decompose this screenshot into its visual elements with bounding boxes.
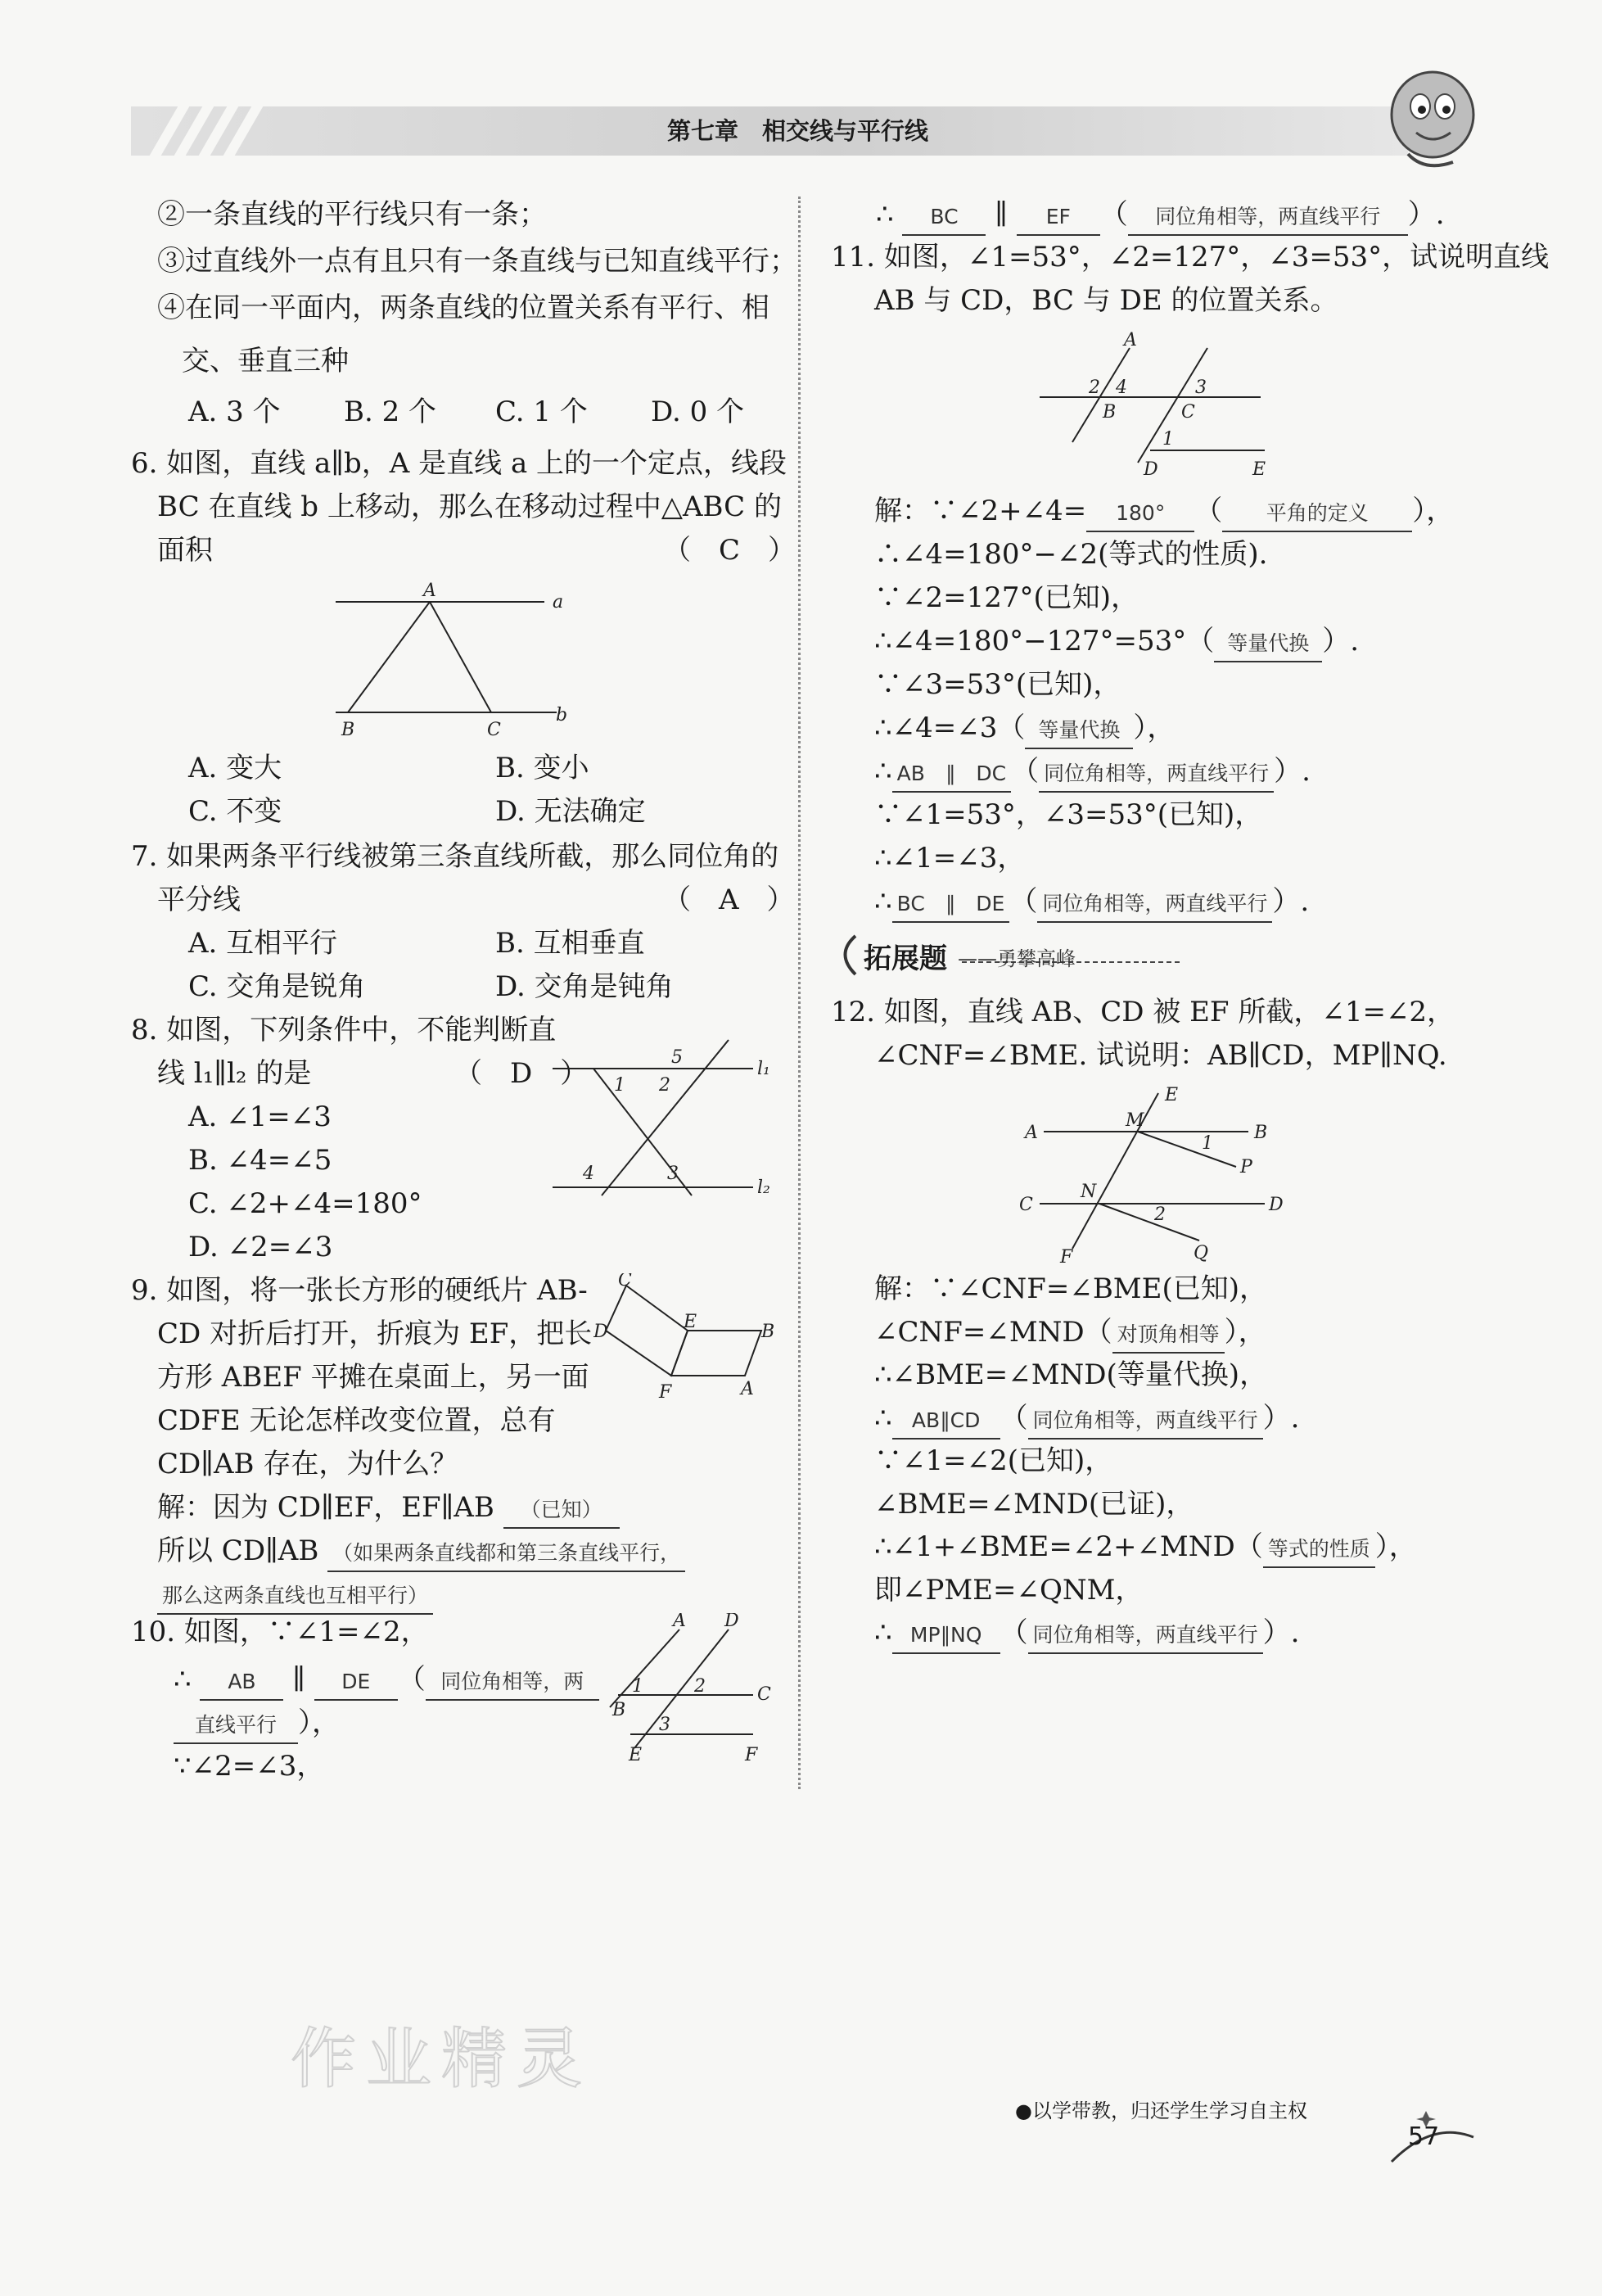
fig-label: b — [556, 705, 568, 725]
q10-line-4: ∵∠2=∠3， — [174, 1750, 325, 1783]
answer-blank: AB∥CD — [892, 1403, 1000, 1440]
q6-figure — [323, 573, 593, 745]
answer-blank: BC ∥ DE — [892, 887, 1010, 923]
sol12-line — [874, 1569, 1143, 1611]
fig-label: D — [1269, 1195, 1284, 1215]
q6-line-2: BC 在直线 b 上移动，那么在移动过程中△ABC 的 — [157, 490, 782, 523]
fig-label: 2 — [659, 1075, 670, 1096]
fig-label: C — [1181, 402, 1195, 423]
q12-figure — [1015, 1081, 1293, 1265]
fig-label: B — [341, 720, 355, 740]
fig-label: C — [487, 720, 501, 740]
fig-label: B — [1103, 402, 1117, 423]
chapter-title: 第七章 相交线与平行线 — [667, 117, 929, 145]
answer-blank: 同位角相等，两直线平行 — [1028, 1618, 1263, 1654]
sol12-line — [874, 1483, 1194, 1525]
solution-text: ∴∠4=180°−∠2(等式的性质). — [874, 538, 1268, 571]
answer-blank: MP∥NQ — [892, 1618, 1000, 1654]
q10-line-1: 10. 如图，∵∠1=∠2， — [131, 1616, 429, 1648]
extension-title: 拓展题 — [864, 942, 947, 975]
q7-line-2: 平分线 — [157, 884, 241, 916]
solution-text: ）， — [1224, 1315, 1266, 1349]
solution-text: ）. — [1322, 625, 1360, 658]
q8-option-a: A. ∠1=∠3 — [188, 1101, 332, 1133]
fig-label: N — [1081, 1182, 1097, 1202]
fig-label: E — [684, 1312, 697, 1332]
solution-text: ∴∠BME=∠MND(等量代换)， — [874, 1358, 1268, 1391]
fig-label: 1 — [1202, 1133, 1213, 1154]
q6-option-c: C. 不变 — [188, 795, 282, 828]
fig-label: C — [1019, 1195, 1033, 1215]
q6-answer: （ C ） — [663, 534, 796, 567]
solution-text: ∴∠4=180°−127°=53°（ — [874, 625, 1215, 658]
q9-fill-reason-2a: （如果两条直线都和第三条直线平行， — [327, 1536, 685, 1572]
solution-text: （ — [1000, 1401, 1028, 1435]
q9-line-1: 9. 如图，将一张长方形的硬纸片 AB- — [131, 1274, 588, 1307]
extension-subtitle: ——勇攀高峰 — [958, 947, 1076, 970]
solution-text: ）. — [1274, 755, 1311, 788]
q9-solution-2: 所以 CD∥AB （如果两条直线都和第三条直线平行， — [157, 1530, 685, 1572]
mascot-icon — [1375, 57, 1482, 180]
q5-option-c: C. 1 个 — [495, 395, 588, 428]
q5-item-4-cont: 交、垂直三种 — [182, 345, 349, 377]
r1-fill-1: BC — [902, 200, 986, 236]
r1-fill-3: 同位角相等，两直线平行 — [1128, 200, 1408, 236]
fig-label: 5 — [671, 1047, 683, 1068]
q7-option-b: B. 互相垂直 — [495, 927, 645, 960]
solution-text: ）， — [1374, 1530, 1417, 1563]
solution-text: ）. — [1272, 885, 1310, 918]
fig-label: B — [1254, 1123, 1268, 1143]
q7-option-c: C. 交角是锐角 — [188, 970, 366, 1003]
q6-line-1: 6. 如图，直线 a∥b，A 是直线 a 上的一个定点，线段 — [131, 447, 787, 480]
q9-line-5: CD∥AB 存在，为什么？ — [157, 1448, 458, 1480]
q5-option-a: A. 3 个 — [188, 395, 281, 428]
q7-answer: （ A ） — [663, 884, 795, 916]
fig-label: E — [1252, 459, 1266, 480]
sol11-line — [874, 663, 1121, 706]
fig-label: M — [1126, 1110, 1144, 1131]
fig-label: 1 — [614, 1075, 625, 1096]
answer-blank: 等式的性质 — [1263, 1532, 1375, 1568]
q5-item-2: ②一条直线的平行线只有一条； — [157, 198, 547, 231]
solution-text: 解：∵∠CNF=∠BME(已知)， — [874, 1272, 1267, 1305]
fig-label: C — [618, 1273, 632, 1290]
sol11-line — [874, 880, 1309, 923]
q12-line-1: 12. 如图，直线 AB、CD 被 EF 所截，∠1=∠2， — [831, 996, 1455, 1028]
solution-text: ）. — [1262, 1401, 1300, 1435]
solution-text: ∴∠1=∠3， — [874, 842, 1026, 875]
sol11-line — [874, 750, 1311, 793]
solution-text: （ — [1011, 755, 1040, 788]
answer-blank: 等量代换 — [1214, 626, 1322, 662]
solution-text: （ — [1009, 885, 1038, 918]
q9-fill-reason-1: （已知） — [503, 1493, 620, 1529]
q10-fill-1: AB — [200, 1665, 283, 1701]
fig-label: A — [741, 1379, 754, 1399]
fig-label: 2 — [1154, 1204, 1166, 1225]
sol12-line — [874, 1311, 1266, 1354]
fig-label: 1 — [632, 1676, 643, 1697]
solution-text: 解：∵∠2+∠4= — [874, 495, 1087, 527]
fig-label: C — [757, 1684, 771, 1705]
q7-option-d: D. 交角是钝角 — [495, 970, 674, 1003]
answer-blank: 等量代换 — [1025, 713, 1133, 749]
solution-text: ∵∠1=∠2(已知)， — [874, 1444, 1113, 1477]
r1-fill-2: EF — [1017, 200, 1100, 236]
solution-text: （ — [1194, 495, 1223, 527]
footer-slogan: ●以学带教，归还学生学习自主权 — [1015, 2099, 1307, 2122]
q10-conclusion: ∴ BC ∥ EF （ 同位角相等，两直线平行 ）. — [876, 193, 1445, 236]
q8-option-c: C. ∠2+∠4=180° — [188, 1187, 422, 1220]
q8-option-d: D. ∠2=∠3 — [188, 1231, 333, 1263]
solution-text: ∴ — [874, 1401, 892, 1435]
q6-option-b: B. 变小 — [495, 752, 589, 784]
q8-line-2: 线 l₁∥l₂ 的是 — [157, 1057, 312, 1090]
solution-text: ）， — [1133, 712, 1176, 744]
fig-label: F — [745, 1745, 758, 1765]
solution-text: 即∠PME=∠QNM， — [874, 1573, 1144, 1607]
fig-label: 3 — [659, 1715, 670, 1735]
q6-option-a: A. 变大 — [188, 752, 282, 784]
sol12-line — [874, 1268, 1267, 1310]
sol11-line — [874, 620, 1359, 662]
solution-text: （ — [1000, 1616, 1028, 1649]
watermark: 作业精灵 — [291, 2021, 592, 2097]
q10-fill-2: DE — [314, 1665, 398, 1701]
solution-text: ）. — [1262, 1616, 1300, 1649]
q9-figure — [593, 1273, 782, 1412]
q8-answer: （ D ） — [454, 1057, 589, 1090]
fig-label: a — [553, 592, 564, 612]
fig-label: A — [673, 1613, 686, 1631]
q5-item-3: ③过直线外一点有且只有一条直线与已知直线平行； — [157, 245, 797, 278]
q10-line-3: 直线平行 ）， — [174, 1702, 340, 1744]
solution-text: ∠BME=∠MND(已证)， — [874, 1487, 1194, 1521]
sol12-line — [874, 1611, 1299, 1654]
fig-label: A — [1124, 330, 1137, 350]
fig-label: A — [423, 581, 436, 601]
q11-figure — [1027, 328, 1281, 487]
q10-fill-3b: 直线平行 — [174, 1708, 298, 1744]
q8-figure — [548, 1032, 786, 1212]
answer-blank: 对顶角相等 — [1112, 1317, 1225, 1354]
q9-line-2: CD 对折后打开，折痕为 EF，把长 — [157, 1317, 593, 1350]
sol11-line — [874, 533, 1267, 576]
q6-option-d: D. 无法确定 — [495, 795, 646, 828]
q9-line-4: CDFE 无论怎样改变位置，总有 — [157, 1404, 556, 1437]
fig-label: D — [593, 1322, 608, 1342]
q9-solution-1: 解：因为 CD∥EF，EF∥AB （已知） — [157, 1486, 620, 1529]
fig-label: B — [612, 1700, 626, 1720]
q5-item-4: ④在同一平面内，两条直线的位置关系有平行、相 — [157, 292, 769, 324]
answer-blank: AB ∥ DC — [892, 757, 1011, 793]
answer-blank: 同位角相等，两直线平行 — [1037, 887, 1272, 923]
q7-option-a: A. 互相平行 — [188, 927, 338, 960]
sol12-line — [874, 1440, 1112, 1482]
q11-line-2: AB 与 CD，BC 与 DE 的位置关系。 — [874, 284, 1338, 317]
answer-blank: 同位角相等，两直线平行 — [1028, 1403, 1263, 1440]
fig-label: Q — [1194, 1243, 1209, 1263]
sol12-line — [874, 1525, 1417, 1568]
answer-blank: 平角的定义 — [1222, 496, 1412, 532]
answer-blank: 同位角相等，两直线平行 — [1039, 757, 1274, 793]
sol11-line — [874, 793, 1262, 836]
solution-text: ）， — [1412, 495, 1455, 527]
q10-figure — [598, 1613, 790, 1769]
fig-label: 1 — [1162, 429, 1174, 450]
solution-text: ∵∠1=53°，∠3=53°(已知)， — [874, 798, 1263, 831]
page-number: 57 — [1408, 2122, 1440, 2151]
sol11-line — [874, 707, 1175, 749]
fig-label: 2 — [694, 1676, 706, 1697]
extension-section-header — [831, 929, 1191, 979]
fig-label: D — [1144, 459, 1158, 480]
fig-label: 3 — [1195, 377, 1207, 398]
q9-solution-3 — [157, 1572, 433, 1615]
fig-label: l₂ — [757, 1177, 770, 1198]
fig-label: l₁ — [757, 1059, 770, 1079]
fig-label: F — [659, 1382, 672, 1403]
fig-label: A — [1025, 1123, 1038, 1143]
sol11-line — [874, 576, 1139, 619]
fig-label: E — [1165, 1085, 1179, 1105]
fig-label: 4 — [583, 1164, 594, 1184]
column-divider — [798, 197, 801, 1789]
fig-label: 2 — [1089, 377, 1100, 398]
fig-label: 3 — [667, 1164, 679, 1184]
answer-blank: 180° — [1086, 496, 1194, 532]
fig-label: 4 — [1116, 377, 1127, 398]
solution-text: ∴ — [874, 1616, 892, 1649]
solution-text: ∴∠4=∠3（ — [874, 712, 1026, 744]
q9-line-3: 方形 ABEF 平摊在桌面上，另一面 — [157, 1361, 589, 1394]
q8-line-1: 8. 如图，下列条件中，不能判断直 — [131, 1014, 557, 1046]
solution-text: ∴ — [874, 755, 892, 788]
q11-line-1: 11. 如图，∠1=53°，∠2=127°，∠3=53°，试说明直线 — [831, 241, 1550, 273]
fig-label: P — [1240, 1157, 1252, 1177]
solution-text: ∵∠3=53°(已知)， — [874, 668, 1121, 701]
q10-line-2: ∴ AB ∥ DE （ 同位角相等，两 — [174, 1658, 599, 1701]
q12-line-2: ∠CNF=∠BME. 试说明：AB∥CD，MP∥NQ. — [874, 1039, 1447, 1072]
q6-line-3: 面积 — [157, 534, 213, 567]
solution-text: ∴ — [874, 885, 892, 918]
q5-option-d: D. 0 个 — [651, 395, 745, 428]
solution-text: ∵∠2=127°(已知)， — [874, 581, 1139, 614]
solution-text: ∴∠1+∠BME=∠2+∠MND（ — [874, 1530, 1263, 1563]
solution-text: ∠CNF=∠MND（ — [874, 1315, 1112, 1349]
q5-option-b: B. 2 个 — [344, 395, 437, 428]
q9-fill-reason-2b: 那么这两条直线也互相平行） — [157, 1579, 433, 1615]
q7-line-1: 7. 如果两条平行线被第三条直线所截，那么同位角的 — [131, 840, 779, 873]
q10-fill-3a: 同位角相等，两 — [426, 1665, 599, 1701]
fig-label: F — [1060, 1247, 1073, 1265]
sol12-line — [874, 1354, 1267, 1396]
fig-label: E — [629, 1745, 643, 1765]
fig-label: D — [724, 1613, 739, 1631]
q8-option-b: B. ∠4=∠5 — [188, 1144, 332, 1177]
sol11-line — [874, 490, 1454, 532]
fig-label: B — [761, 1322, 775, 1342]
sol12-line — [874, 1397, 1299, 1440]
sol11-line — [874, 837, 1025, 879]
